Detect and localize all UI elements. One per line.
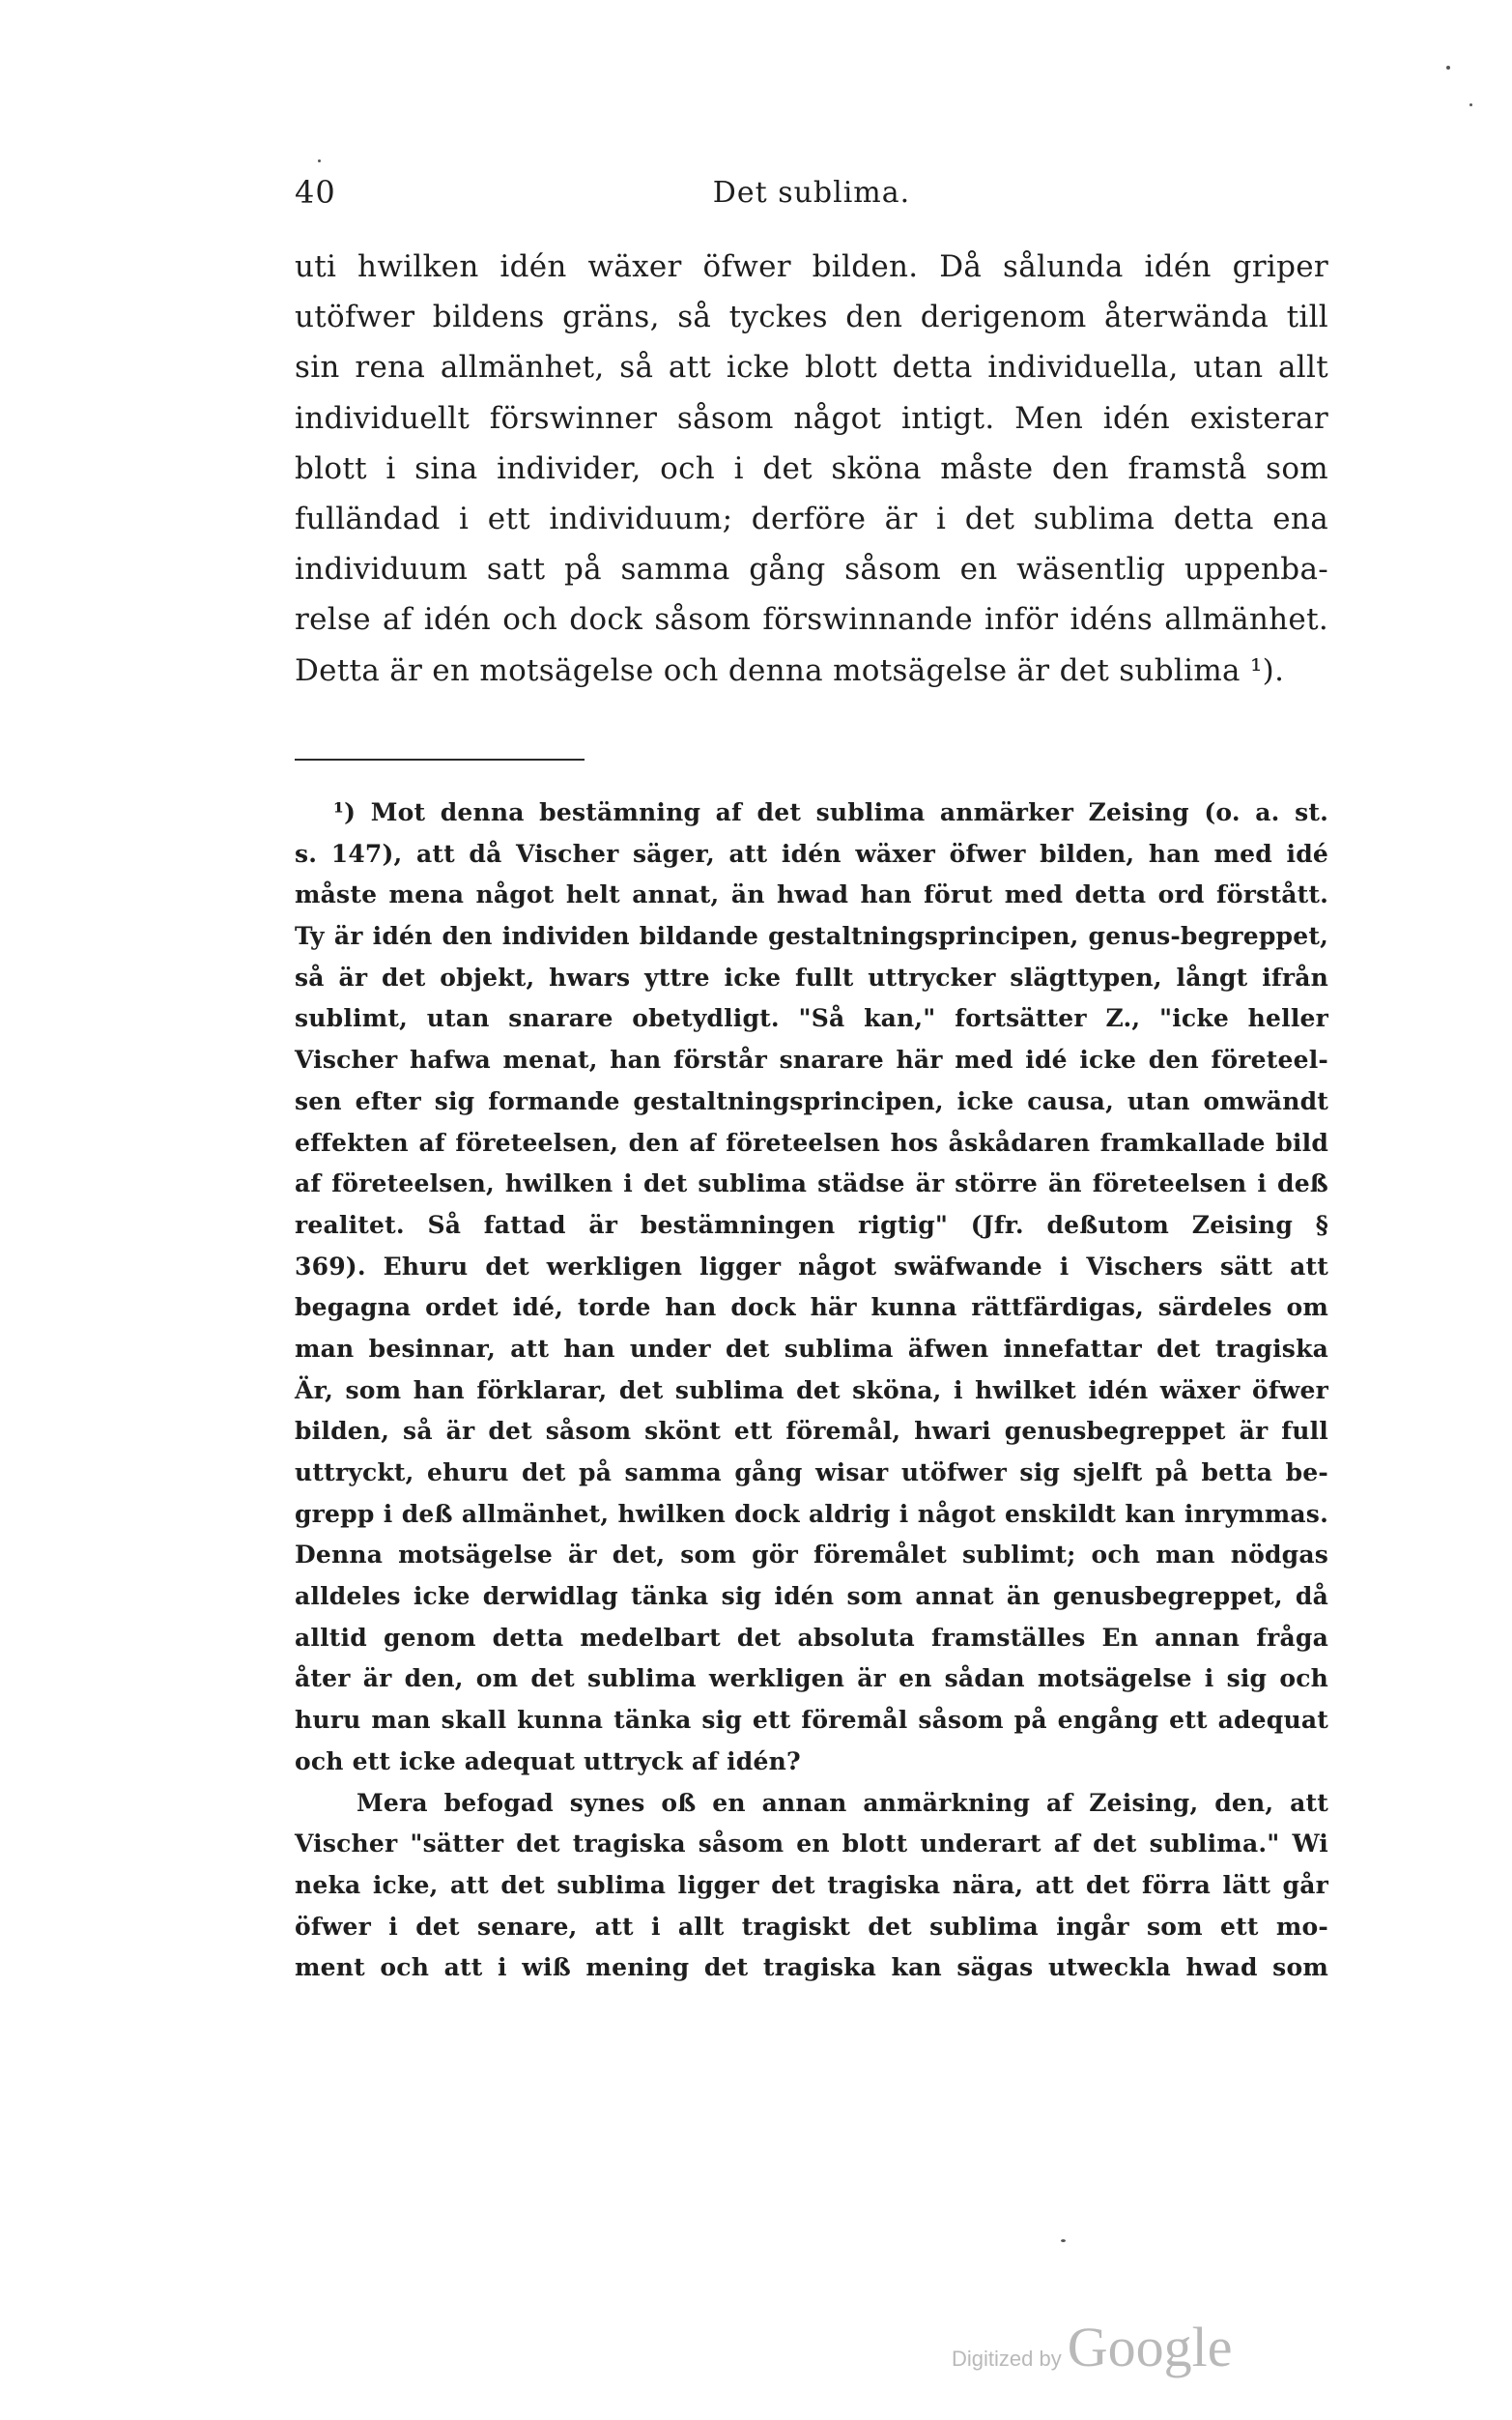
footnote-line: måste mena något helt annat, än hwad han förut med detta ord förstått. xyxy=(295,880,1328,909)
page-header xyxy=(295,174,1328,232)
footnote-line: Denna motsägelse är det, som gör föremålet sublimt; och man nödgas xyxy=(295,1541,1328,1570)
text-line: sin rena allmänhet, så att icke blott detta individuella, utan allt xyxy=(295,350,1328,386)
footnote-line: realitet. Så fattad är bestämningen rigtig" (Jfr. deßutom Zeising § xyxy=(295,1210,1328,1239)
footnote-line: huru man skall kunna tänka sig ett föremål såsom på engång ett adequat xyxy=(295,1706,1328,1735)
footnote-line: Ty är idén den individen bildande gestaltningsprincipen, genus-begreppet, xyxy=(295,922,1328,951)
text-line: fulländad i ett individuum; derföre är i det sublima detta ena xyxy=(295,501,1328,536)
footnote-line: Är, som han förklarar, det sublima det sköna, i hwilket idén wäxer öfwer xyxy=(295,1375,1328,1404)
watermark-prefix: Digitized by xyxy=(952,2347,1062,2371)
text-line: utöfwer bildens gräns, så tyckes den derigenom återwända till xyxy=(295,300,1328,335)
footnote-line: Mera befogad synes oß en annan anmärkning af Zeising, den, att xyxy=(357,1788,1328,1817)
running-head: Det sublima. xyxy=(712,176,911,210)
footnote-line: så är det objekt, hwars yttre icke fullt uttrycker slägttypen, långt ifrån xyxy=(295,963,1328,992)
footnote-line: bilden, så är det såsom skönt ett föremål, hwari genusbegreppet är full xyxy=(295,1417,1328,1446)
text-line: individuellt förswinner såsom något intigt. Men idén existerar xyxy=(295,400,1328,436)
footnote-line: åter är den, om det sublima werkligen är en sådan motsägelse i sig och xyxy=(295,1664,1328,1693)
text-line: individuum satt på samma gång såsom en wäsentlig uppenba- xyxy=(295,552,1328,588)
text-line: relse af idén och dock såsom förswinnande inför idéns allmänhet. xyxy=(295,602,1328,638)
footnote-line: man besinnar, att han under det sublima äfwen innefattar det tragiska xyxy=(295,1334,1328,1363)
footnote-line: sublimt, utan snarare obetydligt. "Så kan," fortsätter Z., "icke heller xyxy=(295,1004,1328,1033)
text-line: blott i sina individer, och i det sköna måste den framstå som xyxy=(295,450,1328,486)
footnote-line: Vischer hafwa menat, han förstår snarare här med idé icke den företeel- xyxy=(295,1046,1328,1075)
footnote-line: sen efter sig formande gestaltningsprincipen, icke causa, utan omwändt xyxy=(295,1086,1328,1115)
footnote-line: ¹) Mot denna bestämning af det sublima anmärker Zeising (o. a. st. xyxy=(333,798,1328,826)
main-text xyxy=(295,242,1328,696)
footnote xyxy=(295,792,1328,1989)
footnote-line: begagna ordet idé, torde han dock här kunna rättfärdigas, särdeles om xyxy=(295,1293,1328,1322)
digitized-watermark xyxy=(952,2315,1232,2392)
print-speck xyxy=(318,159,321,162)
page-number: 40 xyxy=(295,174,336,211)
google-logo: Google xyxy=(1067,2316,1233,2378)
print-speck xyxy=(1446,66,1450,70)
footnote-line: Vischer "sätter det tragiska såsom en blott underart af det sublima." Wi xyxy=(295,1829,1328,1858)
print-speck xyxy=(1469,103,1472,106)
footnote-line: alltid genom detta medelbart det absoluta framställes En annan fråga xyxy=(295,1623,1328,1652)
text-line: uti hwilken idén wäxer öfwer bilden. Då sålunda idén griper xyxy=(295,249,1328,284)
footnote-line: öfwer i det senare, att i allt tragiskt det sublima ingår som ett mo- xyxy=(295,1912,1328,1941)
footnote-line: och ett icke adequat uttryck af idén? xyxy=(295,1746,801,1775)
footnote-line: neka icke, att det sublima ligger det tragiska nära, att det förra lätt går xyxy=(295,1870,1328,1899)
footnote-line: grepp i deß allmänhet, hwilken dock aldrig i något enskildt kan inrymmas. xyxy=(295,1499,1328,1528)
footnote-line: s. 147), att då Vischer säger, att idén wäxer öfwer bilden, han med idé xyxy=(295,839,1328,868)
text-line: Detta är en motsägelse och denna motsägelse är det sublima ¹). xyxy=(295,652,1285,688)
footnote-divider xyxy=(295,759,585,761)
footnote-line: 369). Ehuru det werkligen ligger något swäfwande i Vischers sätt att xyxy=(295,1252,1328,1281)
footnote-line: af företeelsen, hwilken i det sublima städse är större än företeelsen i deß xyxy=(295,1169,1328,1198)
footnote-line: alldeles icke derwidlag tänka sig idén som annat än genusbegreppet, då xyxy=(295,1582,1328,1611)
print-speck xyxy=(1061,2239,1066,2242)
footnote-line: effekten af företeelsen, den af företeelsen hos åskådaren framkallade bild xyxy=(295,1128,1328,1157)
footnote-line: ment och att i wiß mening det tragiska kan sägas utweckla hwad som xyxy=(295,1953,1328,1982)
footnote-line: uttryckt, ehuru det på samma gång wisar utöfwer sig sjelft på betta be- xyxy=(295,1458,1328,1486)
